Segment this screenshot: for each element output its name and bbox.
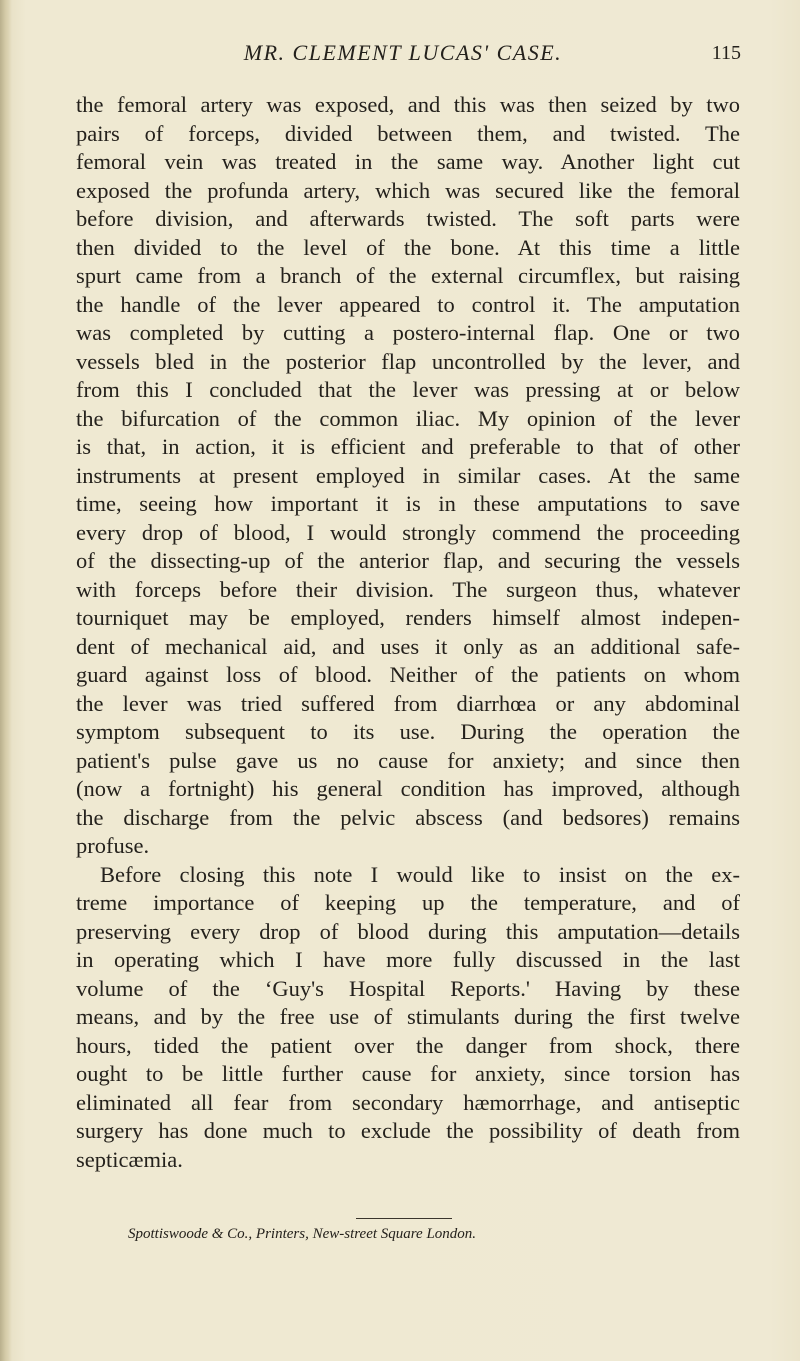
text-line: hours, tided the patient over the danger from shock, there [76, 1032, 740, 1058]
text-line: from this I concluded that the lever was pressing at or below [76, 377, 740, 402]
body-text [76, 91, 740, 1174]
text-line: eliminated all fear from secondary hæmorrhage, and antiseptic [76, 1089, 740, 1115]
text-line: pairs of forceps, divided between them, and twisted. The [76, 120, 740, 146]
text-line: (now a fortnight) his general condition has improved, although [76, 776, 740, 801]
text-line: means, and by the free use of stimulants during the first twelve [76, 1004, 740, 1029]
text-line: before division, and afterwards twisted. The soft parts were [76, 206, 740, 231]
text-line: the bifurcation of the common iliac. My opinion of the lever [76, 405, 740, 431]
binding-shadow [0, 0, 12, 1361]
text-line: the lever was tried suffered from diarrhœa or any abdominal [76, 690, 740, 716]
text-line: guard against loss of blood. Neither of the patients on whom [76, 662, 740, 687]
text-line: spurt came from a branch of the external circumflex, but raising [76, 263, 740, 288]
text-line: volume of the ‘Guy's Hospital Reports.' Having by these [76, 975, 740, 1001]
page-number: 115 [711, 42, 741, 64]
text-line: was completed by cutting a postero-internal flap. One or two [76, 320, 740, 345]
printer-imprint: Spottiswoode & Co., Printers, New-street Square London. [128, 1226, 477, 1242]
text-line: is that, in action, it is efficient and preferable to that of other [76, 434, 740, 459]
text-line: in operating which I have more fully discussed in the last [76, 947, 740, 972]
running-title: MR. CLEMENT LUCAS' CASE. [243, 40, 563, 65]
text-line: of the dissecting-up of the anterior flap, and securing the vessels [76, 548, 740, 573]
text-line: the femoral artery was exposed, and this was then seized by two [76, 92, 740, 117]
text-line: preserving every drop of blood during this amputation—details [76, 918, 740, 944]
footer-rule [356, 1218, 452, 1219]
text-line: ought to be little further cause for anxiety, since torsion has [76, 1061, 740, 1086]
text-line: with forceps before their division. The surgeon thus, whatever [76, 576, 740, 602]
text-line: symptom subsequent to its use. During the operation the [76, 719, 740, 744]
text-line: the handle of the lever appeared to control it. The amputation [76, 291, 740, 317]
text-line: dent of mechanical aid, and uses it only as an additional safe- [76, 633, 740, 659]
text-line: femoral vein was treated in the same way. Another light cut [76, 149, 740, 174]
text-line: instruments at present employed in similar cases. At the same [76, 462, 740, 488]
text-line: treme importance of keeping up the temperature, and of [76, 890, 740, 915]
text-line: profuse. [76, 833, 150, 858]
text-line: tourniquet may be employed, renders himself almost indepen- [76, 605, 740, 630]
text-line: septicæmia. [76, 1146, 183, 1172]
text-line: Before closing this note I would like to insist on the ex- [100, 861, 740, 887]
page-header [0, 40, 800, 80]
text-line: time, seeing how important it is in these amputations to save [76, 491, 740, 516]
text-line: the discharge from the pelvic abscess (and bedsores) remains [76, 804, 740, 830]
text-line: exposed the profunda artery, which was secured like the femoral [76, 177, 740, 203]
text-line: every drop of blood, I would strongly commend the proceeding [76, 519, 740, 545]
text-line: surgery has done much to exclude the possibility of death from [76, 1118, 740, 1143]
text-line: then divided to the level of the bone. At this time a little [76, 234, 740, 260]
text-line: patient's pulse gave us no cause for anxiety; and since then [76, 747, 740, 773]
text-line: vessels bled in the posterior flap uncontrolled by the lever, and [76, 348, 740, 374]
